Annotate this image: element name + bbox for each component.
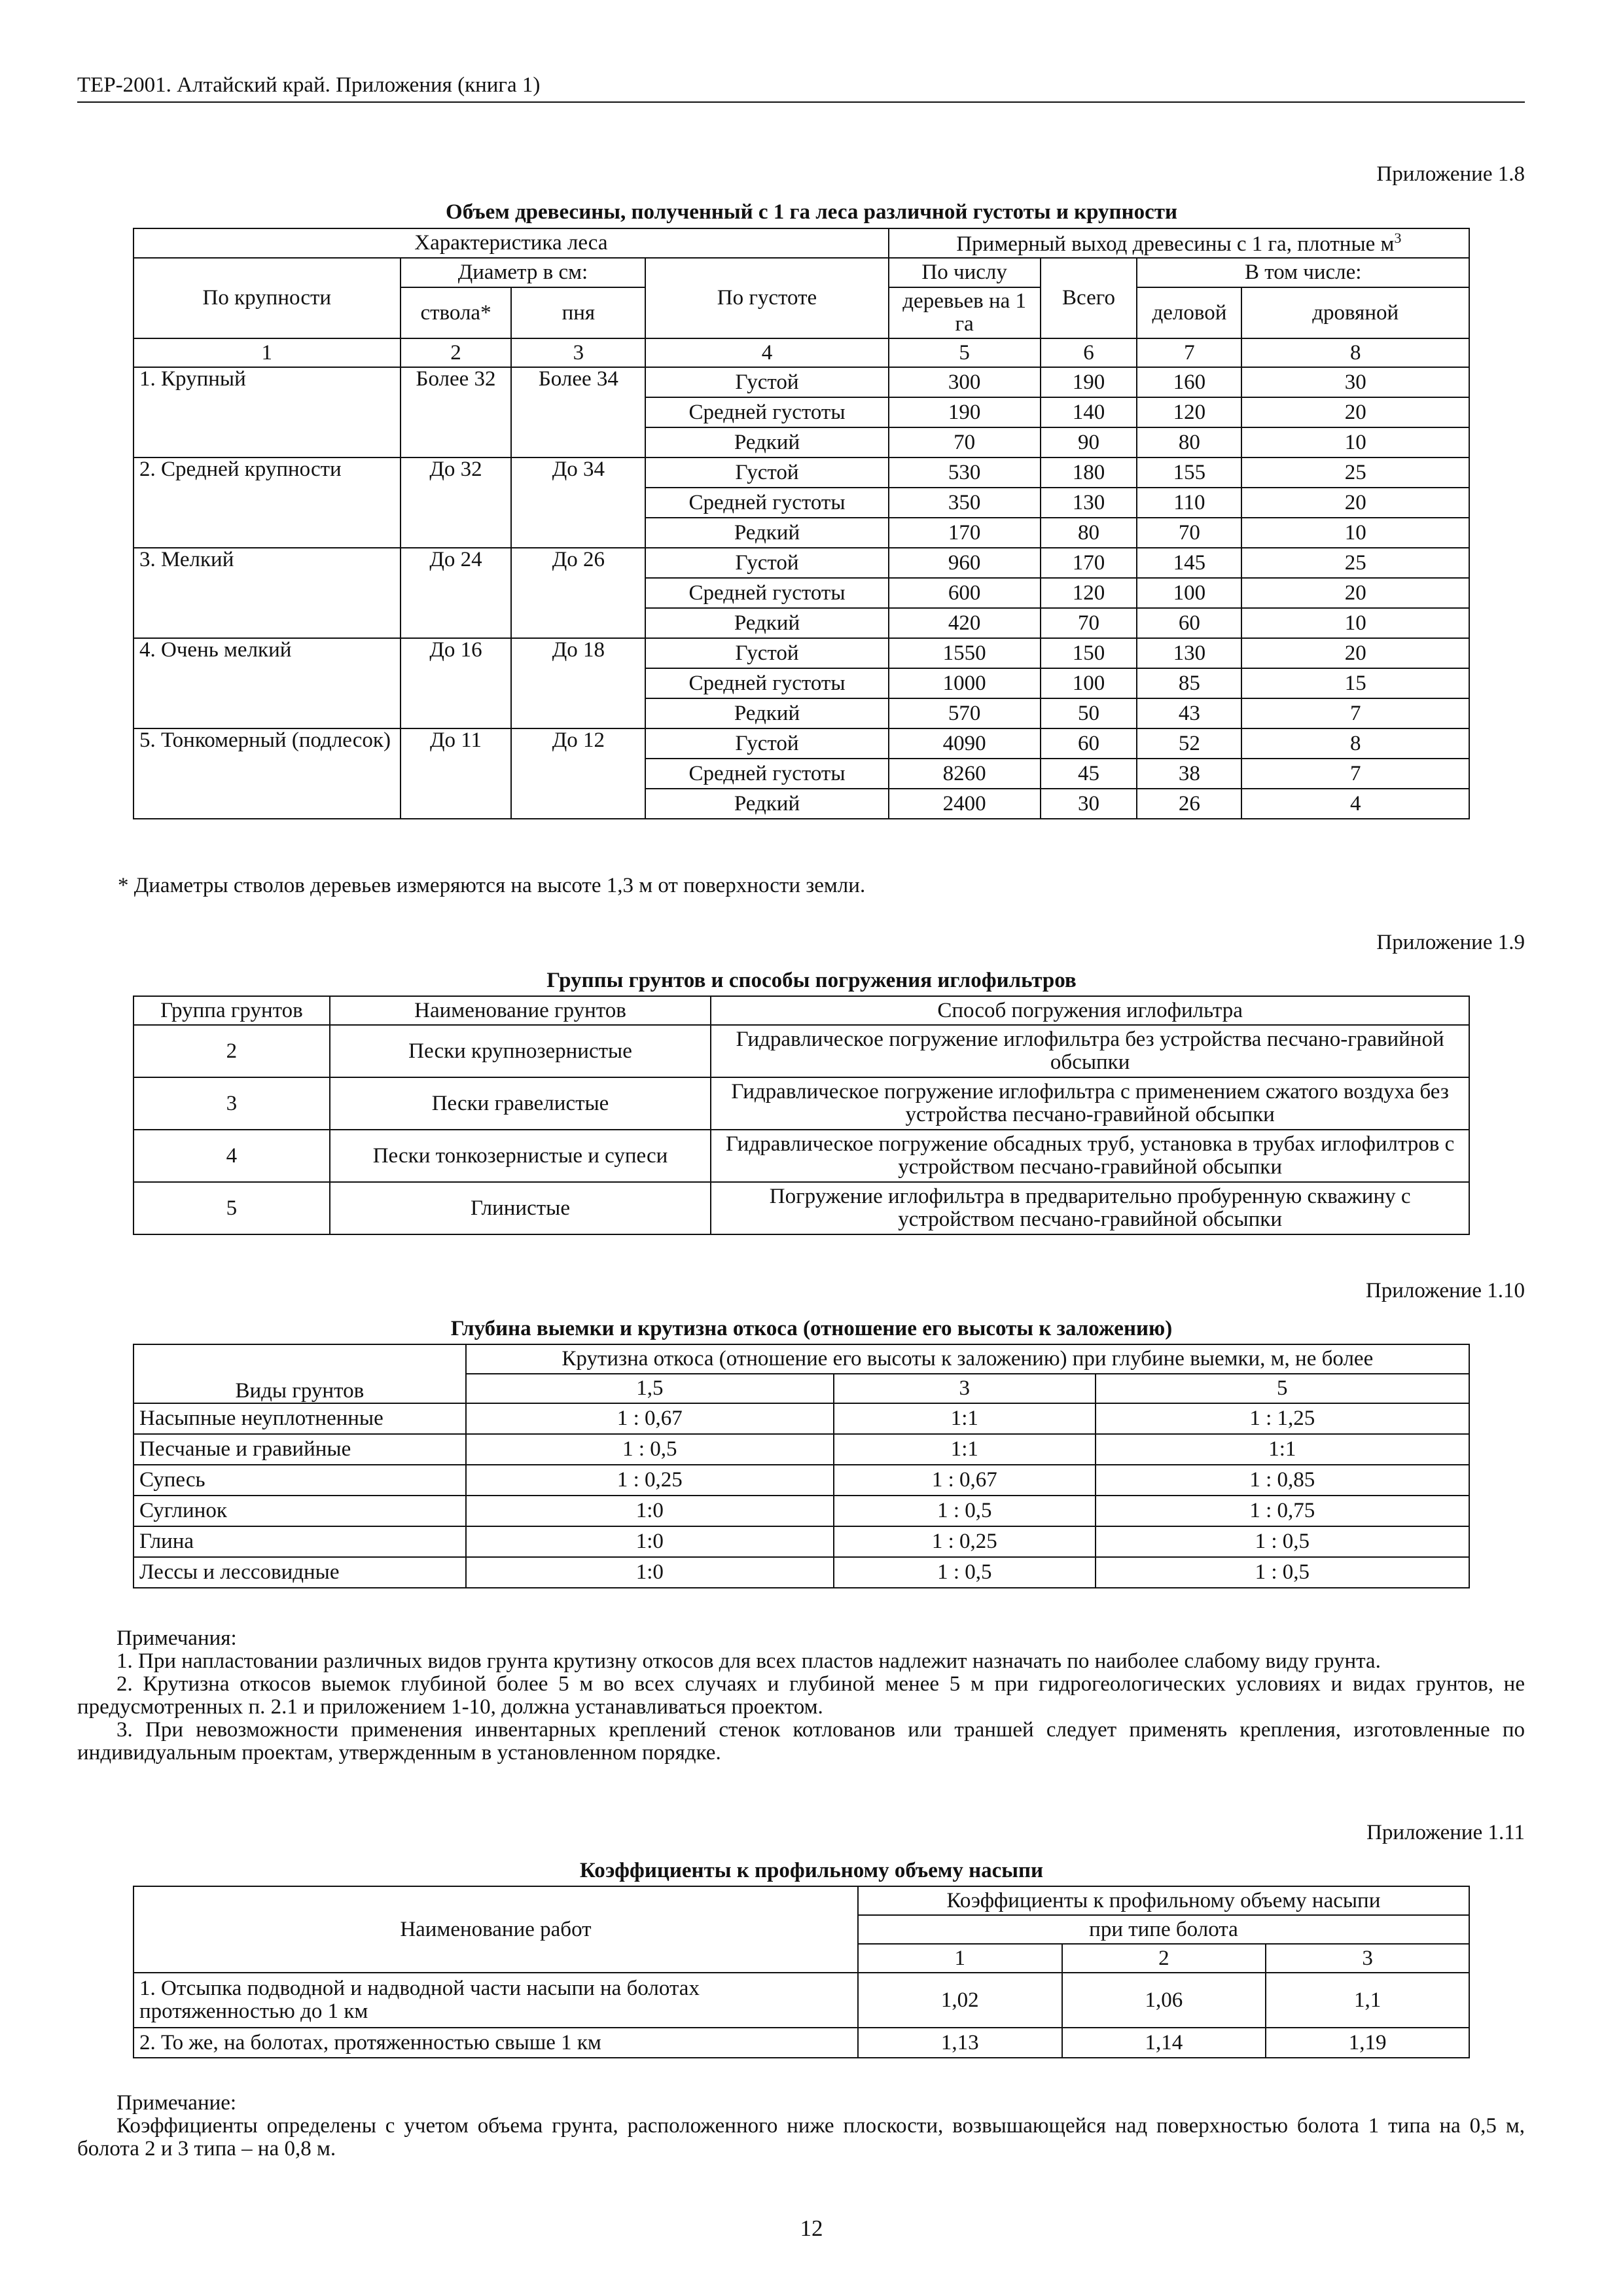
slope-value: 1 : 0,5 — [466, 1434, 834, 1465]
density: Редкий — [645, 608, 889, 638]
coefficient-value: 1,19 — [1266, 2028, 1469, 2058]
appendix-1-10-notes — [77, 1627, 1525, 1765]
size-category: 3. Мелкий — [134, 548, 401, 638]
business-wood: 155 — [1137, 457, 1241, 488]
table-row — [134, 1526, 1469, 1557]
appendix-1-9-title: Группы грунтов и способы погружения иглофильтров — [546, 969, 1077, 992]
trees-per-ha: 70 — [889, 427, 1041, 457]
business-wood: 38 — [1137, 759, 1241, 789]
note-text: Коэффициенты определены с учетом объема грунта, расположенного ниже плоскости, возвышающейся над поверхностью болота 1 типа на 0,5 м, болота 2 и 3 типа – на 0,8 м. — [77, 2113, 1525, 2161]
total-volume: 70 — [1041, 608, 1137, 638]
stump-diameter: До 26 — [511, 548, 645, 638]
business-wood: 100 — [1137, 578, 1241, 608]
business-wood-header: деловой — [1137, 287, 1241, 338]
diameter-header: Диаметр в см: — [401, 258, 646, 287]
total-volume: 60 — [1041, 728, 1137, 759]
coefficient-value: 1,1 — [1266, 1973, 1469, 2028]
firewood-header: дровяной — [1241, 287, 1469, 338]
appendix-1-11-note — [77, 2092, 1525, 2161]
swamp-type-header: при типе болота — [858, 1915, 1469, 1944]
slope-steepness-table — [133, 1344, 1470, 1588]
table-row — [134, 2028, 1469, 2058]
table-row — [134, 1130, 1469, 1182]
trees-per-ha: 420 — [889, 608, 1041, 638]
soil-name-header: Наименование грунтов — [330, 996, 711, 1025]
trunk-header: ствола* — [401, 287, 512, 338]
table-row — [134, 1496, 1469, 1526]
density: Редкий — [645, 427, 889, 457]
firewood: 10 — [1241, 608, 1469, 638]
total-volume: 130 — [1041, 488, 1137, 518]
immersion-method: Гидравлическое погружение обсадных труб, установка в трубах иглофилтров с устройством песчано-гравийной обсыпки — [711, 1130, 1469, 1182]
total-header: Всего — [1041, 258, 1137, 338]
density: Редкий — [645, 789, 889, 819]
table-row — [134, 1465, 1469, 1496]
slope-value: 1:1 — [834, 1403, 1096, 1434]
total-volume: 190 — [1041, 367, 1137, 397]
work-name: 2. То же, на болотах, протяженностью свыше 1 км — [134, 2028, 858, 2058]
business-wood: 80 — [1137, 427, 1241, 457]
table-row — [134, 1182, 1469, 1234]
business-wood: 120 — [1137, 397, 1241, 427]
firewood: 20 — [1241, 578, 1469, 608]
slope-value: 1:0 — [466, 1496, 834, 1526]
firewood: 10 — [1241, 427, 1469, 457]
soil-name: Пески гравелистые — [330, 1077, 711, 1130]
column-number: 4 — [645, 338, 889, 367]
total-volume: 120 — [1041, 578, 1137, 608]
table-row — [134, 1557, 1469, 1588]
total-volume: 45 — [1041, 759, 1137, 789]
firewood: 7 — [1241, 698, 1469, 728]
trees-per-ha: 300 — [889, 367, 1041, 397]
trunk-diameter: До 11 — [401, 728, 512, 819]
trees-per-ha: 350 — [889, 488, 1041, 518]
trunk-diameter: До 32 — [401, 457, 512, 548]
trees-per-ha: 4090 — [889, 728, 1041, 759]
table-row — [134, 1973, 1469, 2028]
appendix-1-10-title: Глубина выемки и крутизна откоса (отношение его высоты к заложению) — [450, 1317, 1173, 1340]
density: Средней густоты — [645, 759, 889, 789]
firewood: 20 — [1241, 397, 1469, 427]
note-title: Примечание: — [116, 2091, 237, 2115]
coefficient-value: 1,13 — [858, 2028, 1062, 2058]
slope-value: 1 : 0,67 — [834, 1465, 1096, 1496]
firewood: 4 — [1241, 789, 1469, 819]
column-number: 5 — [889, 338, 1041, 367]
column-number: 1 — [134, 338, 401, 367]
appendix-1-8-label: Приложение 1.8 — [1376, 162, 1525, 186]
slope-value: 1 : 0,5 — [1096, 1557, 1469, 1588]
total-volume: 140 — [1041, 397, 1137, 427]
swamp-type-number: 1 — [858, 1944, 1062, 1973]
trees-per-ha: 600 — [889, 578, 1041, 608]
depth-header: 3 — [834, 1374, 1096, 1403]
appendix-1-8-title: Объем древесины, полученный с 1 га леса различной густоты и крупности — [446, 200, 1177, 224]
density: Средней густоты — [645, 578, 889, 608]
density: Средней густоты — [645, 668, 889, 698]
soil-types-header: Виды грунтов — [134, 1344, 466, 1403]
depth-header: 1,5 — [466, 1374, 834, 1403]
slope-value: 1:0 — [466, 1557, 834, 1588]
firewood: 20 — [1241, 488, 1469, 518]
soil-group: 4 — [134, 1130, 330, 1182]
page-number: 12 — [800, 2215, 823, 2241]
notes-title: Примечания: — [116, 1626, 237, 1650]
soil-group: 3 — [134, 1077, 330, 1130]
total-volume: 50 — [1041, 698, 1137, 728]
density: Редкий — [645, 698, 889, 728]
density: Редкий — [645, 518, 889, 548]
forest-volume-table — [133, 228, 1470, 819]
slope-value: 1 : 0,67 — [466, 1403, 834, 1434]
running-header: ТЕР-2001. Алтайский край. Приложения (книга 1) — [77, 73, 1525, 103]
trees-per-ha: 1000 — [889, 668, 1041, 698]
method-header: Способ погружения иглофильтра — [711, 996, 1469, 1025]
swamp-type-number: 3 — [1266, 1944, 1469, 1973]
trees-per-ha: 570 — [889, 698, 1041, 728]
soil-groups-table — [133, 996, 1470, 1235]
soil-type: Лессы и лессовидные — [134, 1557, 466, 1588]
column-number: 6 — [1041, 338, 1137, 367]
total-volume: 180 — [1041, 457, 1137, 488]
size-category: 5. Тонкомерный (подлесок) — [134, 728, 401, 819]
column-number: 7 — [1137, 338, 1241, 367]
firewood: 8 — [1241, 728, 1469, 759]
slope-value: 1:0 — [466, 1526, 834, 1557]
stump-diameter: До 18 — [511, 638, 645, 728]
slope-value: 1 : 0,85 — [1096, 1465, 1469, 1496]
trees-per-ha: 530 — [889, 457, 1041, 488]
slope-value: 1 : 0,25 — [466, 1465, 834, 1496]
soil-name: Пески тонкозернистые и супеси — [330, 1130, 711, 1182]
table-row — [134, 728, 1469, 759]
business-wood: 145 — [1137, 548, 1241, 578]
firewood: 10 — [1241, 518, 1469, 548]
soil-group: 2 — [134, 1025, 330, 1077]
firewood: 30 — [1241, 367, 1469, 397]
slope-value: 1:1 — [1096, 1434, 1469, 1465]
soil-name: Глинистые — [330, 1182, 711, 1234]
firewood: 15 — [1241, 668, 1469, 698]
trees-per-ha: 190 — [889, 397, 1041, 427]
stump-diameter: До 12 — [511, 728, 645, 819]
work-name: 1. Отсыпка подводной и надводной части насыпи на болотах протяженностью до 1 км — [134, 1973, 858, 2028]
immersion-method: Гидравлическое погружение иглофильтра с применением сжатого воздуха без устройства песчано-гравийной обсыпки — [711, 1077, 1469, 1130]
soil-type: Суглинок — [134, 1496, 466, 1526]
swamp-type-number: 2 — [1062, 1944, 1266, 1973]
trees-per-ha: 170 — [889, 518, 1041, 548]
density: Густой — [645, 367, 889, 397]
firewood: 25 — [1241, 457, 1469, 488]
work-name-header: Наименование работ — [134, 1886, 858, 1973]
soil-name: Пески крупнозернистые — [330, 1025, 711, 1077]
column-number: 2 — [401, 338, 512, 367]
business-wood: 70 — [1137, 518, 1241, 548]
note-item: 3. При невозможности применения инвентарных креплений стенок котлованов или траншей следует применять крепления, изготовленные по индивидуальным проектам, утвержденным в установленном порядке. — [77, 1717, 1525, 1765]
trees-per-ha: 2400 — [889, 789, 1041, 819]
soil-group-header: Группа грунтов — [134, 996, 330, 1025]
slope-value: 1 : 0,5 — [834, 1557, 1096, 1588]
slope-value: 1 : 0,5 — [1096, 1526, 1469, 1557]
soil-type: Супесь — [134, 1465, 466, 1496]
table-row — [134, 367, 1469, 397]
trunk-diameter: До 24 — [401, 548, 512, 638]
density: Густой — [645, 548, 889, 578]
firewood: 7 — [1241, 759, 1469, 789]
forest-characteristics-header: Характеристика леса — [134, 228, 889, 258]
table-row — [134, 457, 1469, 488]
trees-per-ha: 1550 — [889, 638, 1041, 668]
firewood: 25 — [1241, 548, 1469, 578]
density-header: По густоте — [645, 258, 889, 338]
total-volume: 150 — [1041, 638, 1137, 668]
total-volume: 30 — [1041, 789, 1137, 819]
note-item: 1. При напластовании различных видов грунта крутизну откосов для всех пластов надлежит назначать по наиболее слабому виду грунта. — [116, 1649, 1381, 1673]
business-wood: 160 — [1137, 367, 1241, 397]
table-row — [134, 548, 1469, 578]
steepness-header: Крутизна откоса (отношение его высоты к заложению) при глубине выемки, м, не более — [466, 1344, 1469, 1374]
density: Густой — [645, 638, 889, 668]
table-row — [134, 1025, 1469, 1077]
soil-group: 5 — [134, 1182, 330, 1234]
immersion-method: Погружение иглофильтра в предварительно пробуренную скважину с устройством песчано-гравийной обсыпки — [711, 1182, 1469, 1234]
appendix-1-9-label: Приложение 1.9 — [1376, 931, 1525, 954]
size-category: 2. Средней крупности — [134, 457, 401, 548]
trunk-diameter: До 16 — [401, 638, 512, 728]
size-category: 1. Крупный — [134, 367, 401, 457]
table-row — [134, 1077, 1469, 1130]
density: Средней густоты — [645, 488, 889, 518]
density: Густой — [645, 728, 889, 759]
trees-per-ha-header: деревьев на 1 га — [889, 287, 1041, 338]
appendix-1-11-label: Приложение 1.11 — [1366, 1821, 1525, 1844]
size-category: 4. Очень мелкий — [134, 638, 401, 728]
appendix-1-11-title: Коэффициенты к профильному объему насыпи — [579, 1859, 1044, 1882]
soil-type: Глина — [134, 1526, 466, 1557]
stump-header: пня — [511, 287, 645, 338]
appendix-1-10-label: Приложение 1.10 — [1365, 1279, 1525, 1302]
total-volume: 80 — [1041, 518, 1137, 548]
fill-coefficients-table — [133, 1886, 1470, 2058]
depth-header: 5 — [1096, 1374, 1469, 1403]
business-wood: 85 — [1137, 668, 1241, 698]
table-row — [134, 1434, 1469, 1465]
trees-per-ha: 8260 — [889, 759, 1041, 789]
slope-value: 1 : 1,25 — [1096, 1403, 1469, 1434]
trunk-diameter: Более 32 — [401, 367, 512, 457]
table-row — [134, 1403, 1469, 1434]
total-volume: 170 — [1041, 548, 1137, 578]
table-row — [134, 638, 1469, 668]
trees-per-ha: 960 — [889, 548, 1041, 578]
stump-diameter: Более 34 — [511, 367, 645, 457]
business-wood: 110 — [1137, 488, 1241, 518]
business-wood: 26 — [1137, 789, 1241, 819]
column-number: 8 — [1241, 338, 1469, 367]
note-item: 2. Крутизна откосов выемок глубиной более 5 м во всех случаях и глубиной менее 5 м при гидрогеологических условиях и видах грунтов, не предусмотренных п. 2.1 и приложением 1-10, должна устанавливаться проектом. — [77, 1672, 1525, 1719]
size-header: По крупности — [134, 258, 401, 338]
slope-value: 1 : 0,5 — [834, 1496, 1096, 1526]
total-volume: 100 — [1041, 668, 1137, 698]
wood-output-header: Примерный выход древесины с 1 га, плотные $м^3$ — [889, 228, 1469, 258]
density: Средней густоты — [645, 397, 889, 427]
including-header: В том числе: — [1137, 258, 1469, 287]
business-wood: 60 — [1137, 608, 1241, 638]
business-wood: 43 — [1137, 698, 1241, 728]
coefficients-header: Коэффициенты к профильному объему насыпи — [858, 1886, 1469, 1915]
firewood: 20 — [1241, 638, 1469, 668]
slope-value: 1 : 0,75 — [1096, 1496, 1469, 1526]
column-number: 3 — [511, 338, 645, 367]
density: Густой — [645, 457, 889, 488]
soil-type: Песчаные и гравийные — [134, 1434, 466, 1465]
total-volume: 90 — [1041, 427, 1137, 457]
soil-type: Насыпные неуплотненные — [134, 1403, 466, 1434]
stump-diameter: До 34 — [511, 457, 645, 548]
slope-value: 1:1 — [834, 1434, 1096, 1465]
immersion-method: Гидравлическое погружение иглофильтра без устройства песчано-гравийной обсыпки — [711, 1025, 1469, 1077]
coefficient-value: 1,06 — [1062, 1973, 1266, 2028]
by-count-header: По числу — [889, 258, 1041, 287]
appendix-1-8-footnote: * Диаметры стволов деревьев измеряются на высоте 1,3 м от поверхности земли. — [118, 874, 866, 897]
business-wood: 52 — [1137, 728, 1241, 759]
slope-value: 1 : 0,25 — [834, 1526, 1096, 1557]
coefficient-value: 1,14 — [1062, 2028, 1266, 2058]
business-wood: 130 — [1137, 638, 1241, 668]
coefficient-value: 1,02 — [858, 1973, 1062, 2028]
